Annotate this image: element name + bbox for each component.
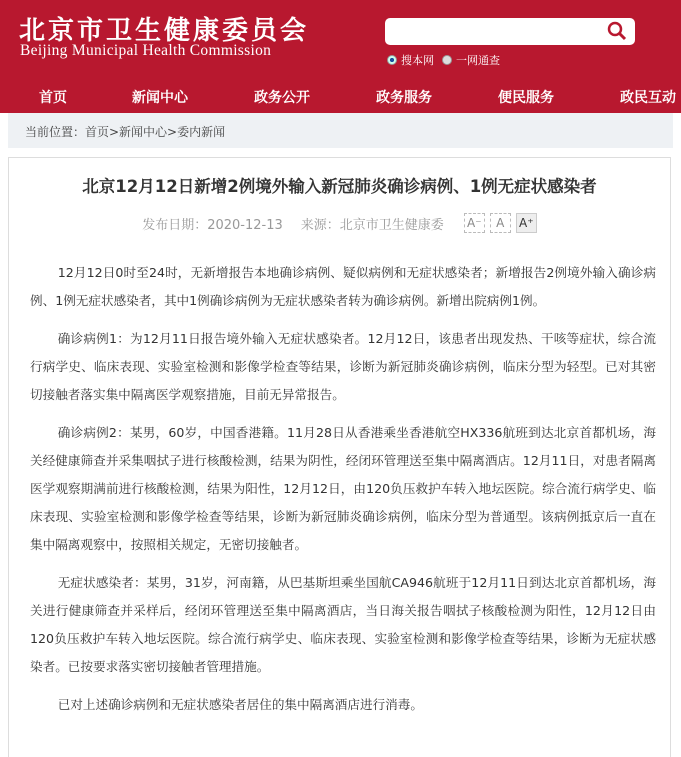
article-paragraph: 已对上述确诊病例和无症状感染者居住的集中隔离酒店进行消毒。 [57,697,423,712]
site-header [0,0,681,113]
article-body [9,233,670,719]
font-larger-button[interactable]: A⁺ [516,213,537,233]
article-source: 来源：北京市卫生健康委 [300,217,444,233]
breadcrumb[interactable]: 当前位置：首页>新闻中心>委内新闻 [8,113,673,148]
article-title: 北京12月12日新增2例境外输入新冠肺炎确诊病例、1例无症状感染者 [82,177,597,196]
article-panel [8,157,671,757]
nav-item-interaction[interactable]: 政民互动 [620,90,676,106]
article-paragraph: 12月12日0时至24时，无新增报告本地确诊病例、疑似病例和无症状感染者；新增报告2例境外输入确诊病例、1例无症状感染者，其中1例确诊病例为无症状感染者转为确诊病例。新增出院病例1例。 [30,265,656,308]
nav-item-home[interactable]: 首页 [39,90,67,106]
search-icon[interactable] [607,21,627,41]
radio-all[interactable] [442,55,452,65]
site-logo-title[interactable]: 北京市卫生健康委员会 [19,16,310,46]
nav-item-gov-info[interactable]: 政务公开 [254,90,310,106]
article-paragraph: 无症状感染者：某男，31岁，河南籍，从巴基斯坦乘坐国航CA946航班于12月11日到达北京首都机场，海关进行健康筛查并采样后，经闭环管理送至集中隔离酒店，当日海关报告咽拭子核酸检测为阳性，12月12日由120负压救护车转入地坛医院。综合流行病学史、临床表现、实验室检测和影像学检查等结果，诊断为无症状感染者。已按要求落实密切接触者管理措施。 [30,575,656,674]
radio-site-label: 搜本网 [401,54,434,67]
search-input[interactable] [385,18,635,45]
radio-site[interactable] [387,55,397,65]
font-normal-button[interactable]: A [490,213,511,233]
nav-item-news[interactable]: 新闻中心 [132,90,188,106]
search-scope [387,52,500,68]
site-logo-subtitle: Beijing Municipal Health Commission [20,42,272,59]
article-paragraph: 确诊病例2：某男，60岁，中国香港籍。11月28日从香港乘坐香港航空HX336航班到达北京首都机场，海关经健康筛查并采集咽拭子进行核酸检测，结果为阴性，经闭环管理送至集中隔离酒店。12月11日，对患者隔离医学观察期满前进行核酸检测，结果为阳性，12月12日，由120负压救护车转入地坛医院。综合流行病学史、临床表现、实验室检测和影像学检查等结果，诊断为新冠肺炎确诊病例，临床分型为普通型。该病例抵京后一直在集中隔离观察中，按照相关规定，无密切接触者。 [30,425,656,552]
font-smaller-button[interactable]: A⁻ [464,213,485,233]
publish-date: 发布日期：2020-12-13 [142,217,283,233]
nav-item-citizen-service[interactable]: 便民服务 [498,90,554,106]
article-meta [9,213,670,233]
nav-item-gov-service[interactable]: 政务服务 [376,90,432,106]
article-paragraph: 确诊病例1：为12月11日报告境外输入无症状感染者。12月12日，该患者出现发热、干咳等症状，综合流行病学史、临床表现、实验室检测和影像学检查等结果，诊断为新冠肺炎确诊病例，临床分型为轻型。已对其密切接触者落实集中隔离医学观察措施，目前无异常报告。 [30,331,656,402]
radio-all-label: 一网通查 [456,54,500,67]
font-size-controls [464,213,537,233]
